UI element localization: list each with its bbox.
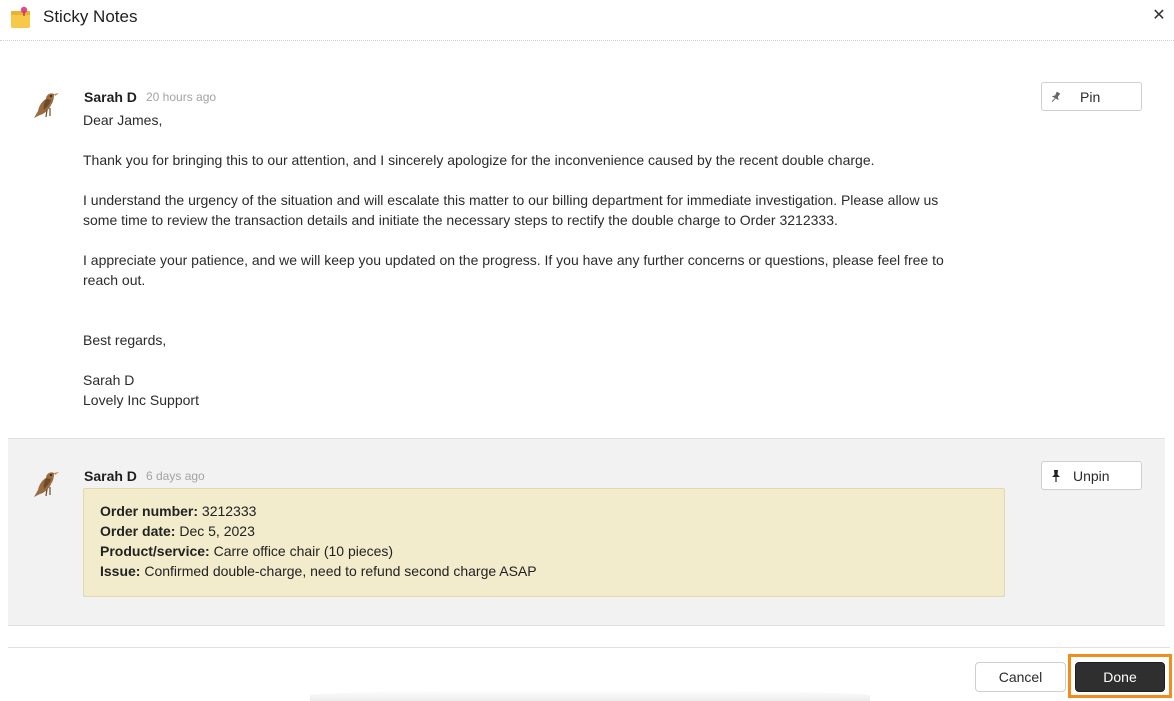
issue-line xyxy=(100,561,537,581)
bird-avatar-icon xyxy=(32,467,62,501)
field-label: Product/service: xyxy=(100,543,210,559)
note-timestamp: 20 hours ago xyxy=(146,90,217,104)
note-item xyxy=(0,41,1174,437)
dialog-title: Sticky Notes xyxy=(43,7,138,26)
note-text-line: some time to review the transaction details and initiate the necessary steps to rectify the double charge to Order 3212333. xyxy=(83,212,838,228)
close-icon[interactable]: ✕ xyxy=(1152,7,1166,24)
pushpin-filled-icon xyxy=(1050,469,1062,483)
note-text-line: reach out. xyxy=(83,272,146,288)
field-value: Carre office chair (10 pieces) xyxy=(209,543,394,559)
note-text-line: Best regards, xyxy=(83,332,167,348)
field-value: 3212333 xyxy=(198,503,257,519)
note-text-line: Sarah D xyxy=(83,372,135,388)
sticky-note-icon xyxy=(9,6,33,30)
unpin-button-label: Unpin xyxy=(1073,468,1110,484)
scroll-shadow xyxy=(310,690,870,701)
note-author: Sarah D xyxy=(84,89,137,105)
dialog-header xyxy=(0,0,1174,41)
cancel-button[interactable]: Cancel xyxy=(975,662,1066,692)
pin-icon xyxy=(1050,90,1062,104)
pin-button-label: Pin xyxy=(1080,89,1101,105)
done-button[interactable]: Done xyxy=(1075,662,1165,692)
note-timestamp: 6 days ago xyxy=(146,469,205,483)
note-text-line: I understand the urgency of the situation and will escalate this matter to our billing department for immediate investigation. Please allow us xyxy=(83,192,939,208)
order-date-line xyxy=(100,521,255,541)
pinned-note-item xyxy=(8,438,1165,626)
footer-divider xyxy=(8,647,1170,648)
note-author: Sarah D xyxy=(84,468,137,484)
order-info-box xyxy=(83,488,1005,597)
order-number-line xyxy=(100,501,256,521)
note-text-line: Thank you for bringing this to our attention, and I sincerely apologize for the inconvenience caused by the recent double charge. xyxy=(83,152,875,168)
unpin-button[interactable] xyxy=(1041,461,1142,490)
note-text-line: Lovely Inc Support xyxy=(83,392,199,408)
field-label: Issue: xyxy=(100,563,141,579)
field-value: Confirmed double-charge, need to refund second charge ASAP xyxy=(140,563,537,579)
field-label: Order date: xyxy=(100,523,176,539)
note-text-line: I appreciate your patience, and we will keep you updated on the progress. If you have any further concerns or questions, please feel free to xyxy=(83,252,944,268)
product-line xyxy=(100,541,393,561)
pin-button[interactable] xyxy=(1041,82,1142,111)
bird-avatar-icon xyxy=(32,88,62,122)
note-text-line: Dear James, xyxy=(83,112,163,128)
field-value: Dec 5, 2023 xyxy=(175,523,255,539)
field-label: Order number: xyxy=(100,503,199,519)
